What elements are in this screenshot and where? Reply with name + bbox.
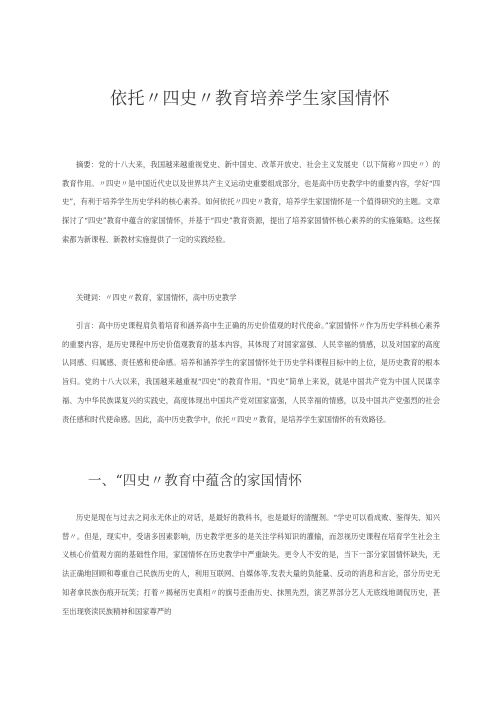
keywords-paragraph: 关键词：〃四史〃教育，家国情怀，高中历史教学	[76, 293, 237, 302]
section-heading: 一、“四史〃教育中蕴含的家国情怀	[88, 473, 303, 489]
intro-paragraph: 引言：高中历史课程肩负着培育和涵养高中生正确的历史价值观的时代使命。”家国情怀〃作为历史学科核心素养的重要内容，是历史课程中历史价值观教育的基本内容，其体现了对国家富强、人民幸福的情感，以及对国家的高度认同感、归属感、责任感和使命感。培养和涵养学生的家国情怀处于历史学科课程目标中的上位，是历史教育的根本旨归。党的十八大以来，我国越来越重视“四史”的教育作用。“四史”简单上来说，就是中国共产党为中国人民谋幸福、为中华民族谋复兴的实践史，高度体现出中国共产党对国家富强，人民幸福的情感，以及中国共产党强烈的社会责任感和时代使命感。因此，高中历史教学中，依托〃四史〃教育，是培养学生家国情怀的有效路径。	[62, 321, 440, 424]
document-title: 依托〃四史〃教育培养学生家国情怀	[110, 89, 390, 109]
abstract-paragraph: 摘要：党的十八大来，我国越来越重视党史、新中国史、改革开放史、社会主义发展史（以下简称〃四史〃）的教育作用。〃四史〃是中国近代史以及世界共产主义运动史重要组成部分，也是高中历史教学中的重要内容，学好“四史”，有利于培养学生历史学科的核心素养。如何依托〃四史〃教育，培养学生家国情怀是一个值得研究的主题。文章探讨了“四史”教育中蕴含的家国情怀，并基于“四史”教育资源，提出了培养家国情怀核心素养的的实施策略。这些探索都为新课程、新教材实施提供了一定的实践经验。	[62, 160, 440, 244]
section-body-paragraph: 历史是现在与过去之间永无休止的对话，是最好的教科书，也是最好的清醒剂。“学史可以看成败、鉴得失、知兴替〃。但是，现实中，受诸多因素影响，历史教学更多的是关注学科知识的灌输，而忽视历史课程在培育学生社会主义核心价值观方面的基础性作用，家国情怀在历史教学中严重缺失。更令人不安的是，当下一部分家国情怀缺失，无法正确地回顾和尊重自己民族历史的人，利用互联网、自媒体等,发表大量的负能量、反动的消息和言论，部分历史无知者拿民族伤痕开玩笑；打着〃揭秘历史真相〃的旗号歪曲历史、抹黑先烈，演艺界部分艺人无底线地调侃历史，甚至出现亵渎民族精神和国家尊严的	[62, 513, 440, 616]
